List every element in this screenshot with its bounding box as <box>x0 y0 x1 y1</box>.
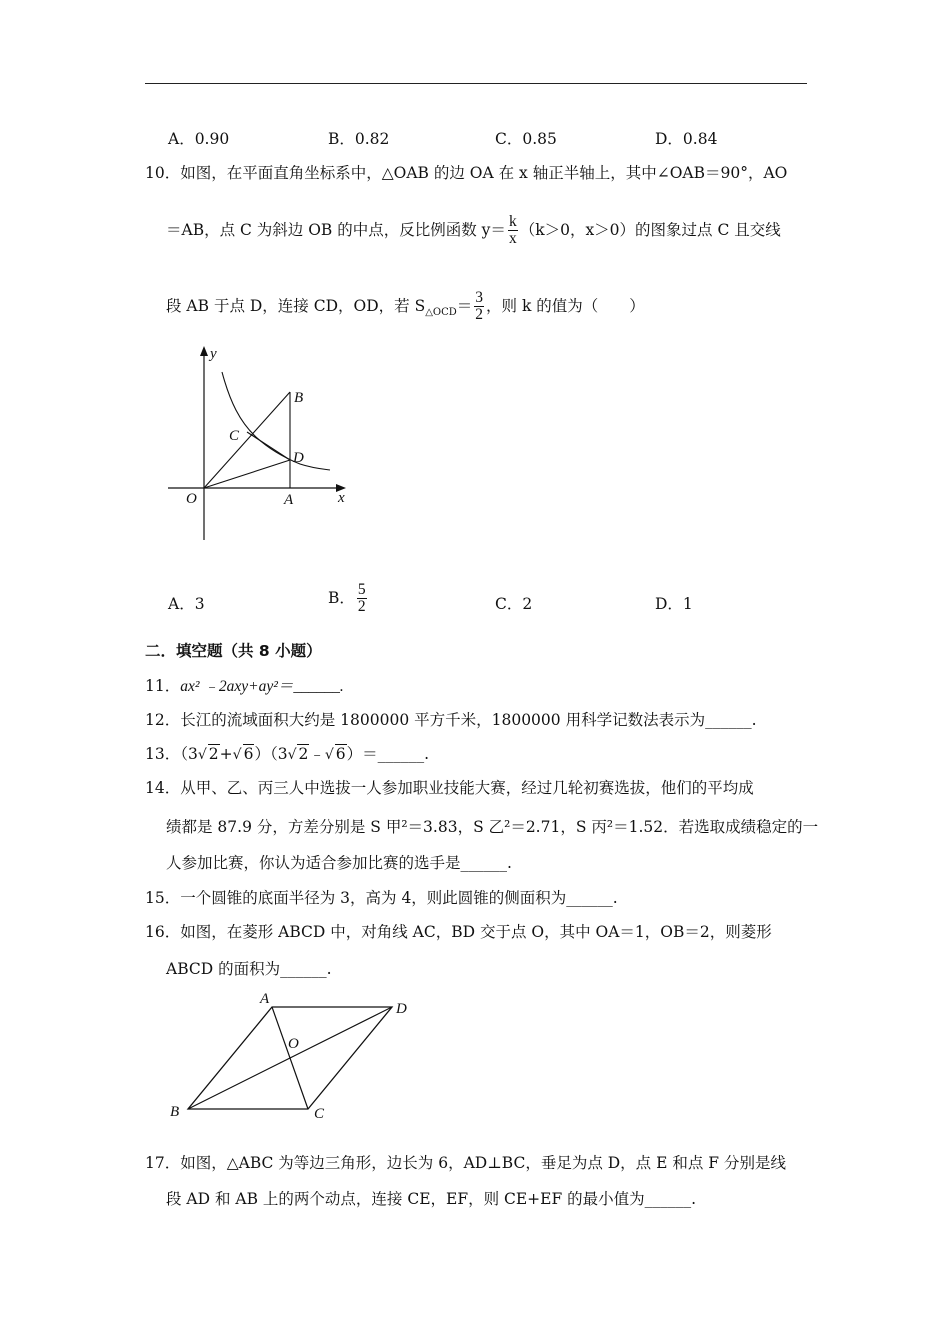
label-a: A <box>260 991 270 1007</box>
q17-line1: 17．如图，△ABC 为等边三角形，边长为 6，AD⊥BC，垂足为点 D，点 E 和点 F 分别是线 <box>145 1154 786 1172</box>
frac-numerator: 3 <box>475 289 484 306</box>
q12-line: 12．长江的流域面积大约是 1800000 平方千米，1800000 用科学记数法表示为______. <box>145 711 757 729</box>
q10-line2 <box>166 214 781 248</box>
header-rule <box>145 83 807 84</box>
q11-prefix: 11． <box>145 677 181 695</box>
q14-line2: 绩都是 87.9 分，方差分别是 S 甲²＝3.83，S 乙²＝2.71，S 丙²＝1.52．若选取成绩稳定的一 <box>166 818 819 836</box>
label-x: x <box>338 490 345 506</box>
q9-option-a: A．0.90 <box>168 130 230 148</box>
q10-line3-post: ，则 k 的值为（ ） <box>486 296 645 315</box>
q14-line3: 人参加比赛，你认为适合参加比赛的选手是______. <box>166 854 512 872</box>
hyperbola-curve <box>222 372 330 470</box>
q15-line: 15．一个圆锥的底面半径为 3，高为 4，则此圆锥的侧面积为______. <box>145 889 618 907</box>
y-axis-arrow <box>200 346 208 356</box>
q13-op: + <box>219 745 233 763</box>
q9-option-b: B．0.82 <box>328 130 390 148</box>
q10-option-d: D．1 <box>655 595 693 613</box>
q16-rhombus-figure <box>160 985 420 1125</box>
radicand: 2 <box>298 745 309 763</box>
q10-line2-pre: ＝AB，点 C 为斜边 OB 的中点，反比例函数 y＝ <box>166 220 506 239</box>
radical-sign: √ <box>232 747 242 763</box>
radicand: 2 <box>208 745 219 763</box>
q10-line3 <box>166 290 645 324</box>
q10-fraction-k-over-x <box>508 214 518 248</box>
q10-line1: 10．如图，在平面直角坐标系中，△OAB 的边 OA 在 x 轴正半轴上，其中∠OAB＝90°，AO <box>145 164 788 182</box>
q10-option-b <box>328 582 369 616</box>
q11-expression: ax² ﹣2axy+ay²＝______. <box>180 678 344 695</box>
q9-option-d: D．0.84 <box>655 130 718 148</box>
label-y: y <box>210 346 217 362</box>
label-c: C <box>314 1106 325 1122</box>
radicand: 6 <box>243 745 254 763</box>
q10-line3-eq: ＝ <box>456 296 473 315</box>
q16-line2: ABCD 的面积为______. <box>166 960 332 978</box>
q10-coordinate-figure <box>160 340 360 545</box>
q13-prefix: 13．（3 <box>145 745 198 763</box>
q11-line <box>145 674 344 696</box>
label-b: B <box>170 1104 180 1120</box>
q13-op: ﹣ <box>309 745 325 763</box>
radicand: 6 <box>335 745 346 763</box>
frac-denominator: 2 <box>357 598 366 616</box>
q10-fraction-3-over-2 <box>474 290 484 324</box>
q10-option-a: A．3 <box>168 595 205 613</box>
q13-post: ）＝______. <box>346 745 430 763</box>
label-c: C <box>229 428 240 444</box>
frac-numerator: 5 <box>357 581 366 598</box>
q13-op: ）（3 <box>254 745 288 763</box>
frac-denominator: x <box>508 230 517 248</box>
q16-line1: 16．如图，在菱形 ABCD 中，对角线 AC，BD 交于点 O，其中 OA＝1，OB＝2，则菱形 <box>145 923 772 941</box>
label-d: D <box>396 1001 407 1017</box>
q17-line2: 段 AD 和 AB 上的两个动点，连接 CE，EF，则 CE+EF 的最小值为______. <box>166 1190 697 1208</box>
label-a: A <box>284 492 294 508</box>
radical-sign: √ <box>197 747 207 763</box>
q10-option-b-label: B． <box>328 588 355 607</box>
q10-option-c: C．2 <box>495 595 533 613</box>
q9-option-c: C．0.85 <box>495 130 557 148</box>
section-title: 二．填空题（共 8 小题） <box>145 642 322 660</box>
frac-numerator: k <box>508 213 517 230</box>
label-d: D <box>293 450 304 466</box>
q10-line2-post: （k＞0，x＞0）的图象过点 C 且交线 <box>519 220 781 239</box>
label-o: O <box>186 491 197 507</box>
q14-line1: 14．从甲、乙、丙三人中选拔一人参加职业技能大赛，经过几轮初赛选拔，他们的平均成 <box>145 779 754 797</box>
radical-sign: √ <box>324 747 334 763</box>
q10-option-b-fraction <box>357 582 367 616</box>
diagonal-bd <box>188 1007 392 1109</box>
q13-line <box>145 742 429 764</box>
label-b: B <box>294 390 304 406</box>
q10-line3-sub: △OCD <box>425 306 457 318</box>
frac-denominator: 2 <box>475 306 484 324</box>
radical-sign: √ <box>287 747 297 763</box>
label-o: O <box>288 1036 299 1052</box>
q10-line3-pre: 段 AB 于点 D，连接 CD，OD，若 S <box>166 296 426 315</box>
